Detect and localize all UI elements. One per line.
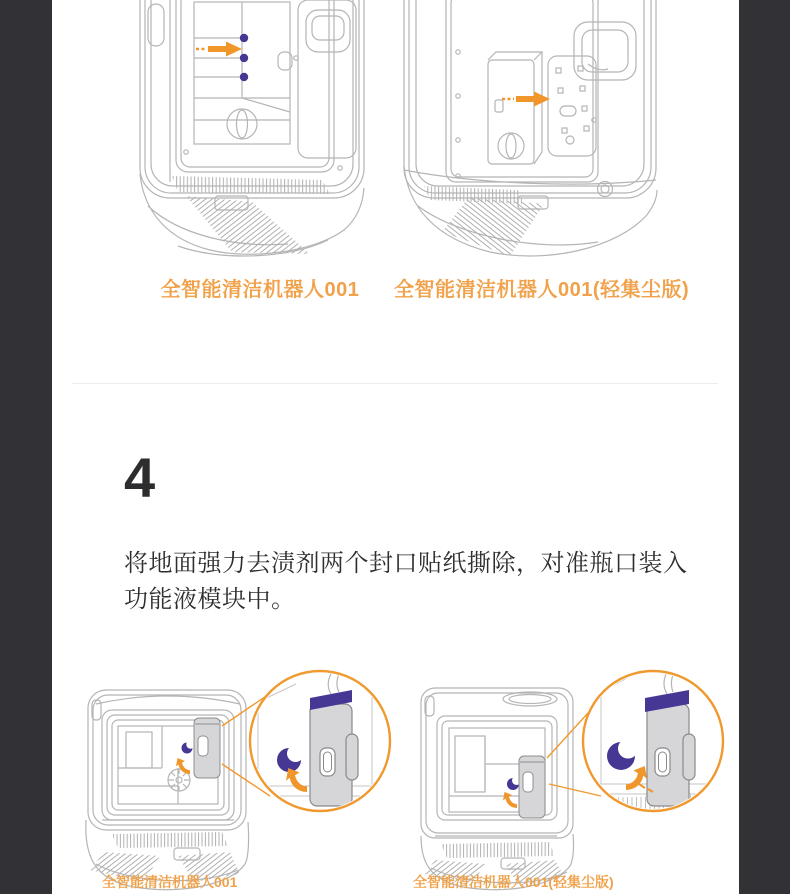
brush-row-hatch [112,832,228,848]
step-description-line1: 将地面强力去渍剂两个封口贴纸撕除，对准瓶口装入 [124,550,688,577]
step-description [124,546,688,618]
orange-arrow-icon [196,42,242,57]
detergent-module [194,718,220,778]
detergent-module-zoomed [310,690,358,806]
caption-model-001-top: 全智能清洁机器人001 [160,279,360,301]
ramp-hatch [186,196,310,254]
magnifier-callout [583,670,723,812]
detergent-module-zoomed [645,690,695,806]
purple-crescent [182,740,195,753]
station-back-illustration-001-light-dust [398,0,668,272]
module-install-illustration-001 [82,668,412,894]
caption-model-001-bottom: 全智能清洁机器人001 [102,874,238,890]
caption-model-001-light-dust-bottom: 全智能清洁机器人001(轻集尘版) [413,874,614,890]
right-dark-margin [739,0,790,894]
station-back-illustration-001 [82,0,367,272]
left-dark-margin [0,0,52,894]
brush-row-hatch [441,842,555,858]
screw-dots [240,34,248,81]
brush-row-hatch [172,176,330,194]
detergent-module [519,756,545,818]
module-install-illustration-001-light-dust [415,668,740,894]
section-divider [72,383,718,384]
caption-model-001-light-dust-top: 全智能清洁机器人001(轻集尘版) [394,279,690,301]
step-description-line2: 功能液模块中。 [124,586,296,613]
step-number: 4 [124,446,156,509]
ramp-hatch [442,198,544,256]
orange-arrow-icon [502,92,550,107]
magnifier-callout [250,670,390,811]
station-front-outline [421,688,574,890]
curved-arrow-icon [503,792,517,808]
